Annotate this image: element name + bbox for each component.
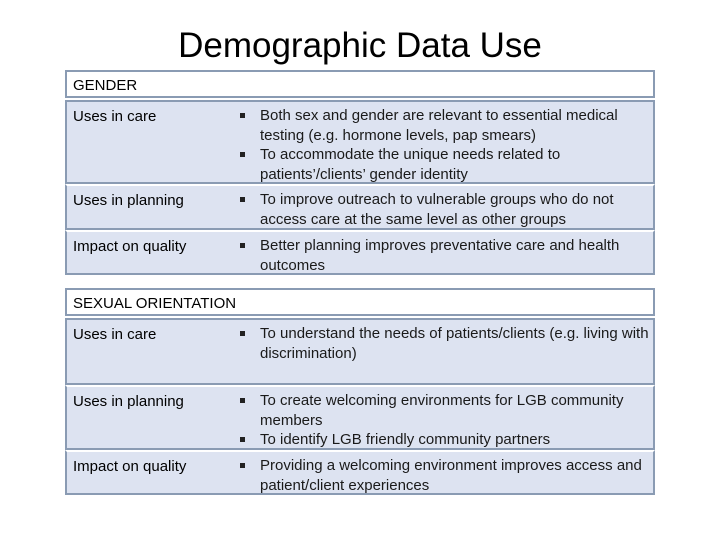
- section-header-sexual-orientation: SEXUAL ORIENTATION: [65, 288, 655, 316]
- row-label: Uses in care: [73, 326, 157, 343]
- table-row: [65, 450, 655, 495]
- row-content: [238, 190, 652, 229]
- table-row: [65, 230, 655, 275]
- page-title: Demographic Data Use: [178, 26, 542, 65]
- list-item: [238, 430, 652, 450]
- bullet-icon: [240, 463, 245, 468]
- list-item: [238, 106, 652, 145]
- row-label: Uses in planning: [73, 393, 184, 410]
- bullet-icon: [240, 398, 245, 403]
- list-item: [238, 236, 652, 275]
- list-item: [238, 391, 652, 430]
- bullet-icon: [240, 437, 245, 442]
- row-label: Uses in care: [73, 108, 157, 125]
- row-content: [238, 106, 652, 184]
- row-label: Impact on quality: [73, 458, 187, 475]
- bullet-text: To improve outreach to vulnerable groups who do not access care at the same level as other groups: [260, 191, 614, 228]
- row-label: Uses in planning: [73, 192, 184, 209]
- table-row: [65, 184, 655, 230]
- table-row: [65, 100, 655, 184]
- section-header-gender: GENDER: [65, 70, 655, 98]
- bullet-text: Both sex and gender are relevant to essential medical testing (e.g. hormone levels, pap smears): [260, 107, 618, 144]
- row-content: [238, 456, 652, 495]
- bullet-text: To understand the needs of patients/clients (e.g. living with discrimination): [260, 325, 649, 362]
- bullet-text: To create welcoming environments for LGB community members: [260, 392, 624, 429]
- row-label: Impact on quality: [73, 238, 187, 255]
- bullet-icon: [240, 331, 245, 336]
- list-item: [238, 190, 652, 229]
- bullet-text: To accommodate the unique needs related to patients’/clients’ gender identity: [260, 146, 561, 183]
- row-content: [238, 324, 652, 363]
- bullet-icon: [240, 113, 245, 118]
- bullet-icon: [240, 197, 245, 202]
- bullet-text: Providing a welcoming environment improves access and patient/client experiences: [260, 457, 642, 494]
- bullet-text: To identify LGB friendly community partners: [260, 431, 551, 448]
- list-item: [238, 456, 652, 495]
- bullet-icon: [240, 243, 245, 248]
- table-row: [65, 318, 655, 385]
- row-content: [238, 391, 652, 450]
- row-content: [238, 236, 652, 275]
- bullet-icon: [240, 152, 245, 157]
- list-item: [238, 324, 652, 363]
- list-item: [238, 145, 652, 184]
- table-row: [65, 385, 655, 450]
- bullet-text: Better planning improves preventative care and health outcomes: [260, 237, 620, 274]
